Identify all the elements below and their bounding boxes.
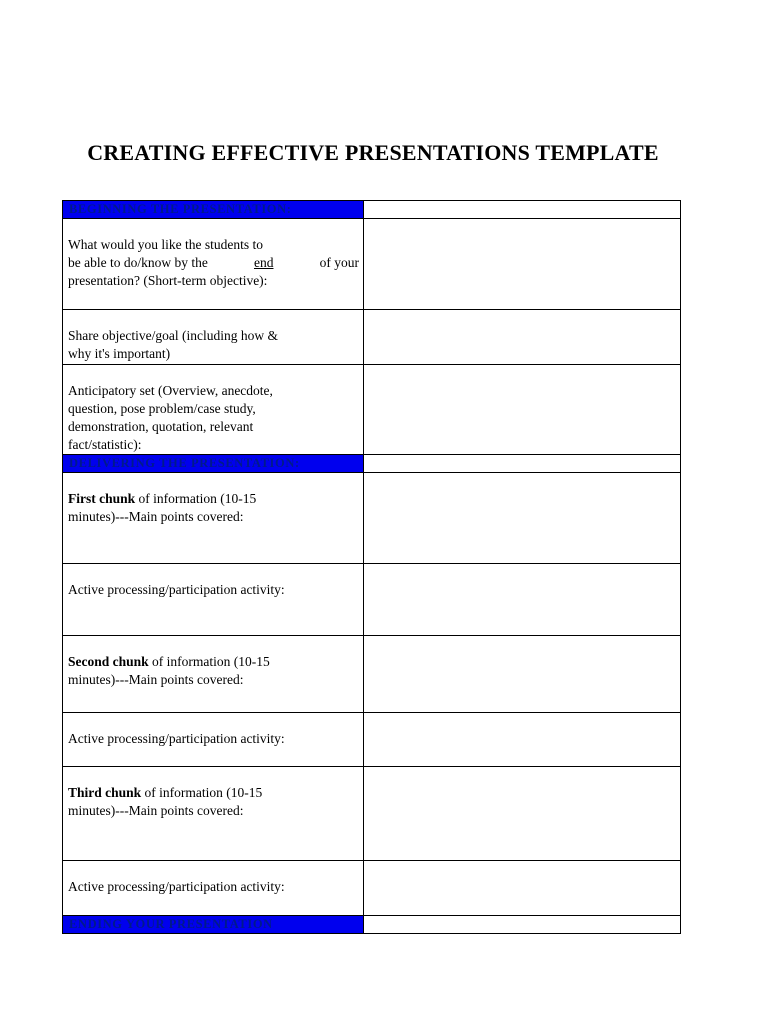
table-row	[63, 473, 681, 564]
section-header-row	[63, 916, 681, 934]
prompt-line: presentation? (Short-term objective):	[68, 273, 268, 288]
prompt-line: Anticipatory set (Overview, anecdote,	[68, 383, 273, 398]
prompt-cell	[63, 636, 364, 713]
prompt-line	[68, 653, 359, 671]
prompt-line: demonstration, quotation, relevant	[68, 419, 254, 434]
blank-cell[interactable]	[364, 916, 681, 934]
prompt-text: of your	[319, 255, 359, 270]
prompt-cell	[63, 365, 364, 455]
prompt-line	[68, 254, 359, 272]
section-header-beginning: BEGINNING THE PRESENTATION:	[63, 201, 364, 219]
page-title: CREATING EFFECTIVE PRESENTATIONS TEMPLATE	[87, 140, 659, 165]
prompt-cell	[63, 713, 364, 767]
prompt-line: why it's important)	[68, 346, 171, 361]
prompt-line: Active processing/participation activity:	[68, 582, 285, 597]
prompt-text: be able to do/know by the	[68, 255, 208, 270]
section-header-row	[63, 455, 681, 473]
prompt-line: minutes)---Main points covered:	[68, 509, 244, 524]
section-header-ending: ENDING YOUR PRESENTATION	[63, 916, 364, 934]
prompt-line: minutes)---Main points covered:	[68, 803, 244, 818]
prompt-cell	[63, 310, 364, 365]
answer-cell[interactable]	[364, 219, 681, 310]
table-row	[63, 310, 681, 365]
prompt-line: Share objective/goal (including how &	[68, 328, 278, 343]
chunk-label: First chunk	[68, 491, 136, 506]
answer-cell[interactable]	[364, 365, 681, 455]
section-header-delivering: DELIVERING THE PRESENTATION:	[63, 455, 364, 473]
blank-cell[interactable]	[364, 455, 681, 473]
answer-cell[interactable]	[364, 767, 681, 861]
prompt-line: fact/statistic):	[68, 437, 142, 452]
table-row	[63, 219, 681, 310]
prompt-cell	[63, 861, 364, 916]
answer-cell[interactable]	[364, 636, 681, 713]
prompt-line: minutes)---Main points covered:	[68, 672, 244, 687]
table-row	[63, 767, 681, 861]
underlined-word: end	[253, 255, 274, 270]
prompt-line	[68, 784, 359, 802]
template-table	[62, 200, 681, 934]
section-header-row	[63, 201, 681, 219]
prompt-line	[68, 490, 359, 508]
prompt-line: What would you like the students to	[68, 237, 263, 252]
answer-cell[interactable]	[364, 861, 681, 916]
table-row	[63, 713, 681, 767]
answer-cell[interactable]	[364, 310, 681, 365]
prompt-text: of information (10-15	[148, 654, 270, 669]
prompt-line: Active processing/participation activity:	[68, 879, 285, 894]
prompt-line: Active processing/participation activity:	[68, 731, 285, 746]
answer-cell[interactable]	[364, 713, 681, 767]
table-row	[63, 861, 681, 916]
table-row	[63, 365, 681, 455]
prompt-text: of information (10-15	[141, 785, 263, 800]
prompt-cell	[63, 219, 364, 310]
prompt-cell	[63, 767, 364, 861]
prompt-text: of information (10-15	[135, 491, 257, 506]
chunk-label: Second chunk	[68, 654, 149, 669]
answer-cell[interactable]	[364, 473, 681, 564]
chunk-label: Third chunk	[68, 785, 142, 800]
answer-cell[interactable]	[364, 564, 681, 636]
prompt-line: question, pose problem/case study,	[68, 401, 256, 416]
table-row	[63, 564, 681, 636]
blank-cell[interactable]	[364, 201, 681, 219]
prompt-cell	[63, 564, 364, 636]
prompt-cell	[63, 473, 364, 564]
table-row	[63, 636, 681, 713]
